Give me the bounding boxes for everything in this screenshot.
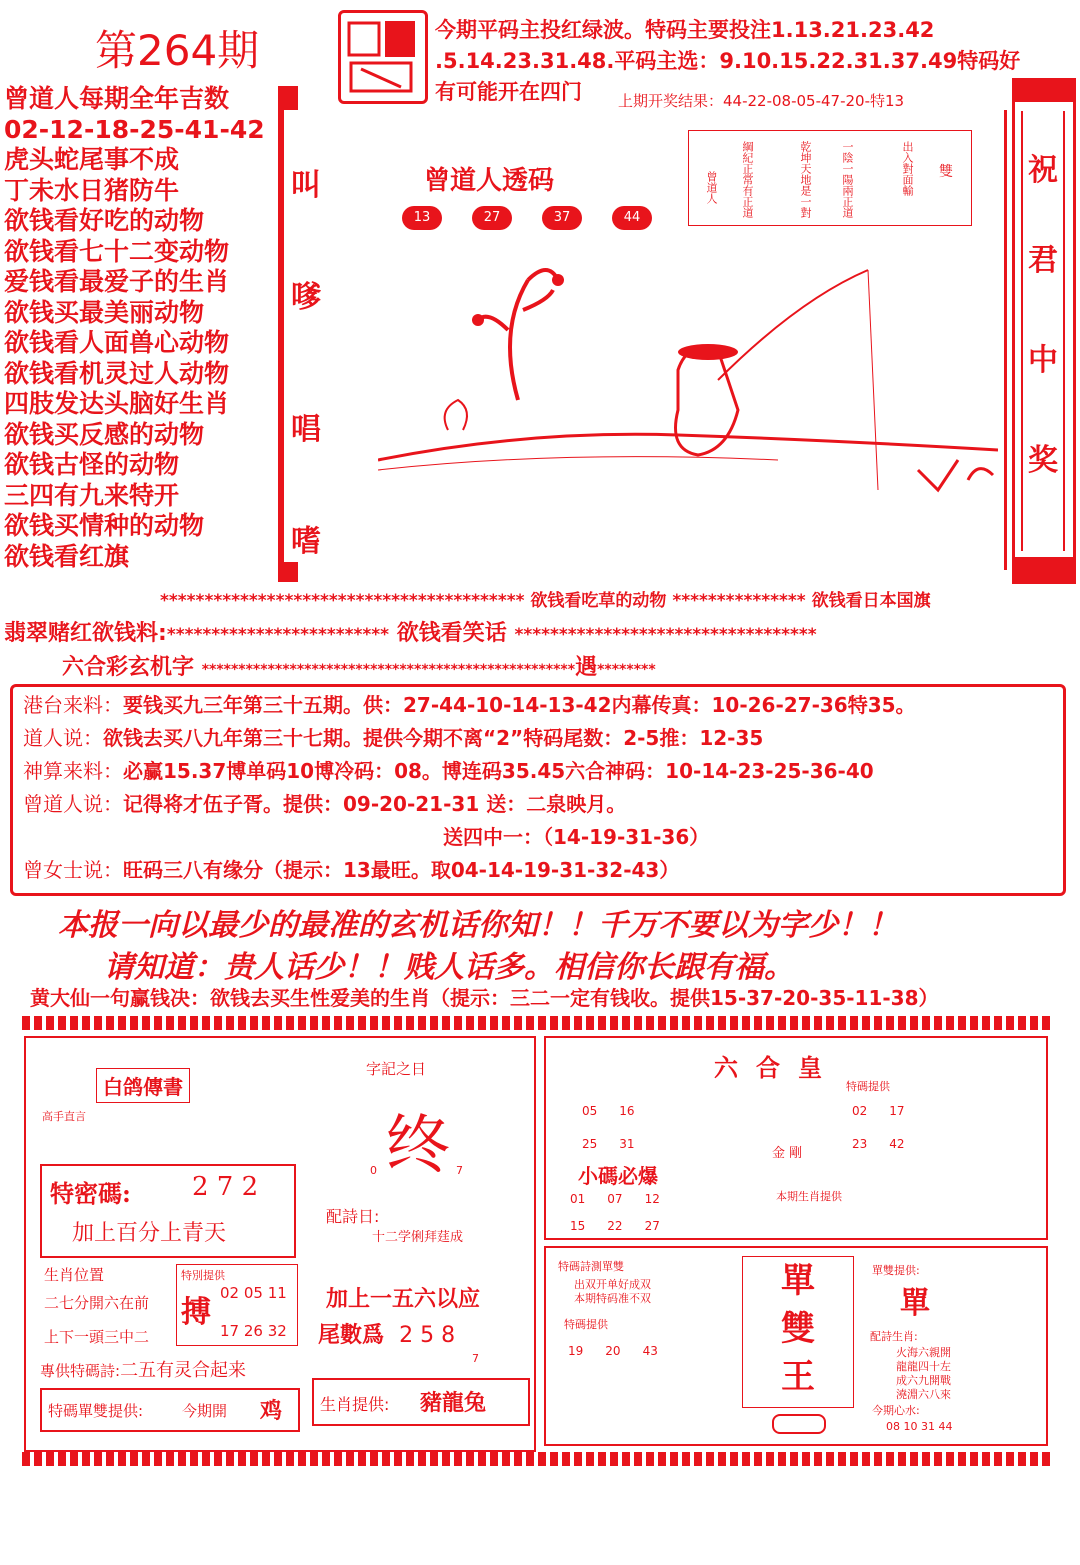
word-title: 字記之日: [366, 1060, 427, 1078]
num-circle: 16: [619, 1104, 635, 1118]
stars-text: 欲钱看日本国旗: [811, 591, 931, 611]
last-result: 上期开奖结果：44-22-08-05-47-20-特13: [618, 92, 905, 110]
tail-label: 尾數爲: [318, 1322, 385, 1348]
info-line: 曾女士说：旺码三八有缘分（提示：13最旺。取04-14-19-31-32-43）: [23, 858, 680, 882]
num-circle: 20: [605, 1344, 621, 1358]
num-circle: 25: [582, 1137, 598, 1151]
seal-logo: [338, 10, 428, 104]
bottom-border-bottom: [22, 1452, 1050, 1466]
dan-shuang-text-2: 本期特码准不双: [574, 1292, 651, 1305]
stars-row-2: [4, 616, 817, 647]
number-ball: 44: [612, 206, 652, 230]
banner-char: 中: [1028, 343, 1058, 378]
panel-title: 曾道人透码: [424, 166, 555, 196]
poem-col: 一陰一陽兩正道: [841, 141, 854, 218]
poem-label: 專供特碼詩:: [40, 1362, 121, 1380]
banner-inner: [1021, 111, 1065, 551]
left-list-item: 欲钱看人面兽心动物: [4, 328, 230, 357]
king-box: [742, 1256, 854, 1408]
poem-day: 配詩日:: [326, 1207, 380, 1226]
small-num: 7: [456, 1164, 463, 1177]
stars: ***************: [672, 591, 806, 611]
tema-offer: 特碼提供: [564, 1318, 608, 1331]
left-list-item: 02-12-18-25-41-42: [4, 114, 265, 144]
stars: **********************************: [514, 625, 817, 645]
info-line: 港台来料：要钱买九三年第三十五期。供：27-44-10-14-13-42内幕传真：10-26-27-36特35。: [23, 693, 916, 717]
num-circle: 23: [852, 1137, 868, 1151]
bo-char: 搏: [181, 1295, 211, 1330]
pos-line-2: 上下一頭三中二: [44, 1328, 150, 1346]
poem-col: 綱紀正常有正道: [741, 141, 754, 218]
poem-line-r: 龍龍四十左: [896, 1360, 951, 1373]
vertical-char: 叫: [291, 168, 321, 203]
poem-col: 出入對面輸: [901, 141, 914, 196]
left-vertical-chars: [288, 150, 324, 578]
num-circle: 15: [570, 1219, 586, 1233]
today-nums: 08 10 31 44: [886, 1420, 953, 1433]
dan-shuang-offer: 單雙提供:: [872, 1264, 920, 1277]
num-circle: 01: [570, 1192, 586, 1206]
bottom-border-top: [22, 1016, 1050, 1030]
stars: *************************: [166, 625, 390, 645]
num-circle: 43: [642, 1344, 658, 1358]
fisherman-illustration: [378, 250, 998, 550]
zodiac-value: 豬龍兔: [420, 1390, 487, 1416]
num-circle: 07: [607, 1192, 623, 1206]
main-panel: [278, 110, 1007, 570]
poem-line-r: 澆淵六八來: [896, 1388, 951, 1401]
seal-icon: [341, 13, 425, 101]
poem-day-text: 十二学俐拜莛成: [372, 1230, 464, 1245]
vertical-char: 唱: [291, 412, 321, 447]
tail-small: 7: [472, 1352, 479, 1365]
special-code-box: [40, 1164, 296, 1258]
bottom-left-panel: [24, 1036, 536, 1452]
bird-sub: 高手直言: [42, 1110, 86, 1123]
poem-line: [40, 1356, 246, 1382]
top-line-3: 有可能开在四门: [435, 80, 582, 104]
num-circle: 22: [607, 1219, 623, 1233]
stars-label: 翡翠赌红欲钱料:: [4, 621, 167, 646]
small-num: 0: [370, 1164, 377, 1177]
nums-left: [582, 1100, 702, 1152]
num-circle: 42: [889, 1137, 905, 1151]
tail-row: [318, 1318, 455, 1349]
stars: *****************************************: [160, 591, 525, 611]
poem-line-r: 火海六親開: [896, 1346, 951, 1359]
info-line: 道人说：欲钱去买八九年第三十七期。提供今期不离“2”特码尾数：2-5推：12-35: [23, 726, 764, 750]
banner-bottom-cap: [1012, 557, 1076, 581]
vertical-char: 嗜: [291, 524, 321, 559]
left-list-heading: 曾道人每期全年吉数: [4, 84, 230, 113]
bottom-right-lower: [544, 1246, 1048, 1446]
banner-char: 奖: [1028, 443, 1058, 478]
lhc-title: 六合皇: [714, 1053, 840, 1082]
num-circle: 31: [619, 1137, 635, 1151]
banner-char: 君: [1028, 243, 1058, 278]
left-list-item: 欲钱看七十二变动物: [4, 236, 230, 266]
info-lines: [23, 689, 916, 887]
small-nums: [570, 1188, 770, 1234]
stars-text: 遇: [575, 655, 598, 680]
bo-nums-2: 17 26 32: [220, 1322, 287, 1340]
left-list-item: 欲钱看红旗: [4, 541, 130, 571]
dan-box: [40, 1388, 300, 1432]
stars-row-3: [62, 650, 656, 681]
dan-label: 特碼單雙提供:: [48, 1402, 144, 1420]
left-list-item: 欲钱看好吃的动物: [4, 206, 205, 235]
left-list-item: 欲钱买反感的动物: [4, 419, 205, 449]
zodiac-offer: 本期生肖提供: [776, 1190, 842, 1203]
number-ball: 37: [542, 206, 582, 230]
slogan-1: 本报一向以最少的最准的玄机话你知！！千万不要以为字少！！: [58, 908, 898, 943]
special-num: 2 7 2: [192, 1172, 259, 1202]
poem-col: 曾道人: [705, 171, 718, 204]
small-label: 小碼必爆: [578, 1164, 658, 1188]
stars: ********: [597, 662, 656, 678]
banner-char: 祝: [1028, 153, 1058, 188]
pos-line-1: 二七分開六在前: [44, 1294, 150, 1312]
stars-row-1: [160, 586, 931, 611]
dan-shuang-title: 特碼詩測單雙: [558, 1260, 624, 1273]
bottom-right-panel: [544, 1036, 1048, 1240]
king-char: 單: [781, 1261, 815, 1301]
num-circle: 17: [889, 1104, 905, 1118]
nums-right: [852, 1100, 972, 1152]
add-line: 加上一五六以应: [326, 1286, 481, 1312]
left-list-item: 虎头蛇尾事不成: [4, 145, 180, 174]
ball-row: [402, 206, 682, 230]
issue-title: 第264期: [95, 26, 260, 75]
big-char: 终: [386, 1109, 450, 1183]
left-list-item: 欲钱买情种的动物: [4, 511, 205, 540]
poem-text: 二五有灵合起来: [120, 1360, 247, 1381]
poem-line-r: 成六九開戰: [896, 1374, 951, 1387]
num-circle: 27: [644, 1219, 660, 1233]
flower-icon: [772, 1414, 826, 1434]
num-circle: 05: [582, 1104, 598, 1118]
stars-text: 欲钱看吃草的动物: [530, 591, 667, 611]
king-char: 雙: [781, 1309, 815, 1349]
phrase-1: 加上百分上青天: [72, 1221, 227, 1246]
stars-label: 六合彩玄机字: [62, 655, 195, 680]
left-list-item: 欲钱买最美丽动物: [4, 297, 205, 327]
bird-title: 白鸽傳書: [96, 1068, 190, 1103]
top-line-1: 今期平码主投红绿波。特码主要投注1.13.21.23.42: [435, 18, 935, 42]
king-char: 王: [781, 1357, 815, 1397]
number-ball: 13: [402, 206, 442, 230]
golden: 金 剛: [772, 1146, 803, 1161]
num-circle: 12: [644, 1192, 660, 1206]
zodiac-box: [312, 1378, 530, 1426]
tema-nums: [568, 1340, 680, 1359]
info-line: 神算来料：必赢15.37博单码10博冷码：08。博连码35.45六合神码：10-14-23-25-36-40: [23, 759, 874, 783]
num-circle: 19: [568, 1344, 584, 1358]
stars-text: 欲钱看笑话: [396, 621, 507, 646]
dan-value: 今期開: [182, 1402, 228, 1420]
stars: ***************************************************: [201, 662, 576, 678]
left-list-item: 三四有九来特开: [4, 480, 180, 510]
dan-shuang-text-1: 出双开单好成双: [574, 1278, 651, 1291]
panel-corner-top: [278, 86, 298, 110]
number-ball: 27: [472, 206, 512, 230]
top-line-2: .5.14.23.31.48.平码主选：9.10.15.22.31.37.49特码好: [435, 49, 1021, 73]
left-list-item: 丁未水日猪防牛: [4, 175, 180, 205]
special-offer: 特碼提供: [846, 1080, 890, 1093]
left-list: [4, 84, 265, 572]
info-line: 送四中一：（14-19-31-36）: [443, 825, 710, 849]
poem-box: [688, 130, 972, 226]
dan-animal: 鸡: [260, 1398, 283, 1424]
huang-line: 黄大仙一句赢钱决：欲钱去买生性爱美的生肖（提示：三二一定有钱收。提供15-37-20-35-11-38）: [30, 986, 939, 1010]
left-list-item: 欲钱古怪的动物: [4, 450, 180, 479]
num-circle: 02: [852, 1104, 868, 1118]
right-char: 單: [900, 1286, 930, 1321]
zodiac-label: 生肖提供:: [320, 1395, 390, 1414]
poem-label-r: 配詩生肖:: [870, 1330, 918, 1343]
vertical-char: 嗲: [291, 280, 321, 315]
today-label: 今期心水:: [872, 1404, 920, 1417]
special-label: 特密碼:: [50, 1179, 131, 1208]
left-list-item: 四肢发达头脑好生肖: [4, 389, 230, 418]
poem-top: 雙: [939, 164, 953, 180]
zodiac-pos: 生肖位置: [44, 1266, 105, 1284]
info-line: 曾道人说：记得将才伍子胥。提供：09-20-21-31 送：二泉映月。: [23, 792, 627, 816]
poem-col: 乾坤天地是一對: [799, 141, 812, 218]
left-list-item: 爱钱看最爱子的生肖: [4, 267, 230, 296]
left-list-item: 欲钱看机灵过人动物: [4, 358, 230, 388]
tail-nums: 2 5 8: [399, 1323, 456, 1348]
info-box: [10, 684, 1066, 896]
right-banner: [1012, 78, 1076, 584]
slogan-2: 请知道：贵人话少！！贱人话多。相信你长跟有福。: [104, 950, 794, 985]
special-hint: 特別提供: [181, 1269, 225, 1282]
banner-top-cap: [1012, 78, 1076, 102]
bo-nums-1: 02 05 11: [220, 1284, 287, 1302]
